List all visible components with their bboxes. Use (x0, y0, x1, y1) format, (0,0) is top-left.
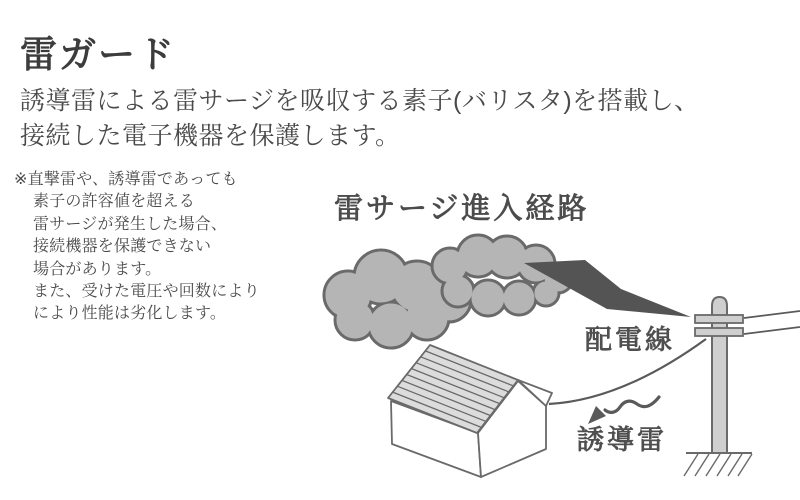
description-line-1: 誘導雷による雷サージを吸収する素子(バリスタ)を搭載し、 (20, 87, 700, 115)
note-line: また、受けた電圧や回数により (33, 283, 260, 301)
note-line: ※直撃雷や、誘導雷であっても (14, 171, 238, 188)
power-wire-top (744, 311, 800, 318)
pole-crossarm-bottom (695, 328, 743, 336)
power-wire-bottom (744, 327, 800, 334)
page-title: 雷ガード (20, 33, 176, 75)
ground-hatch (684, 453, 752, 476)
note-line: 雷サージが発生した場合、 (33, 215, 228, 233)
power-line-label: 配電線 (585, 325, 675, 355)
house-illustration (388, 345, 552, 477)
note-line: 場合があります。 (33, 260, 162, 278)
note-line: により性能は劣化します。 (33, 305, 227, 323)
note-line: 素子の許容値を超える (33, 193, 196, 211)
utility-pole-illustration (695, 297, 800, 453)
note-line: 接続機器を保護できない (33, 238, 212, 256)
induced-lightning-label: 誘導雷 (577, 425, 667, 455)
pole-crossarm-top (695, 315, 743, 323)
induced-surge-arrow-icon (588, 397, 659, 424)
description-line-2: 接続した電子機器を保護します。 (20, 122, 401, 150)
diagram-title: 雷サージ進入経路 (334, 193, 590, 225)
